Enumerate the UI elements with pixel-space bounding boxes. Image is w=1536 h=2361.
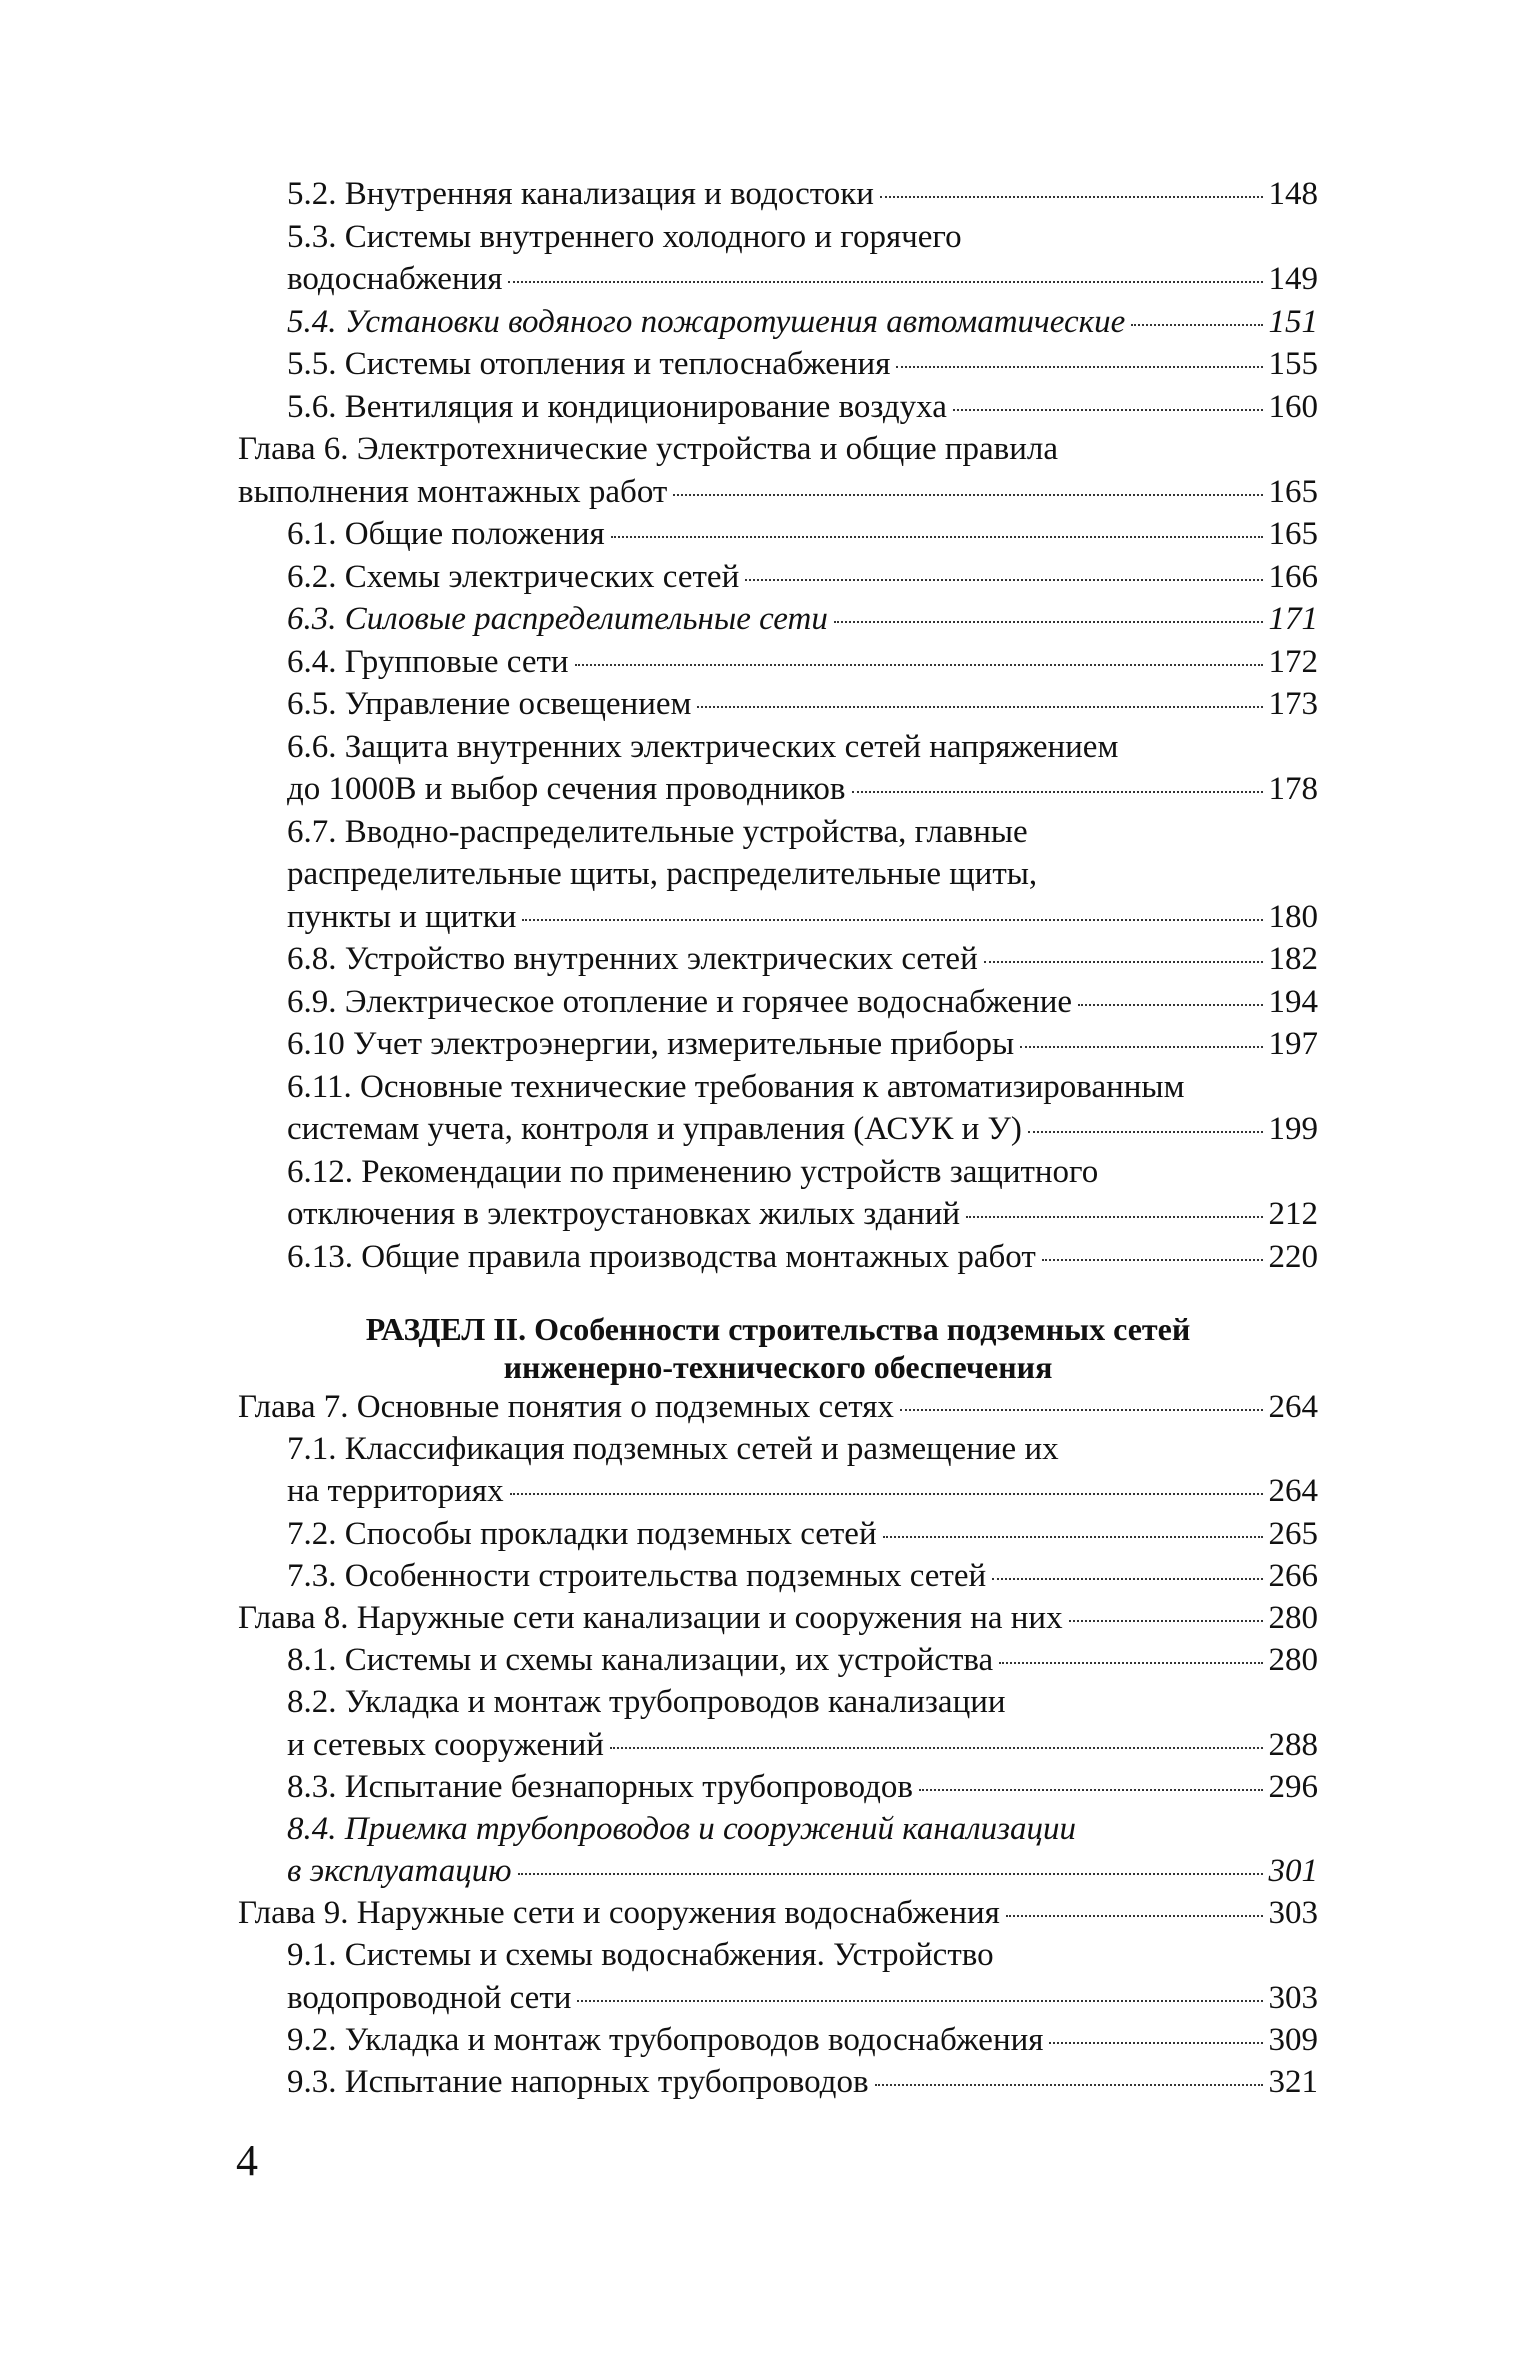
dot-leader	[883, 1536, 1263, 1538]
toc-page-number: 155	[1268, 346, 1318, 382]
toc-page-number: 303	[1268, 1895, 1318, 1932]
toc-section-entry	[0, 556, 1536, 599]
dot-leader	[745, 579, 1262, 581]
toc-section-entry	[0, 1513, 1536, 1555]
toc-page-number: 266	[1268, 1557, 1318, 1594]
toc-title: 6.6. Защита внутренних электрических сетей напряжением	[287, 728, 1119, 765]
toc-line	[287, 1151, 1318, 1194]
toc-part-one	[0, 173, 1536, 1278]
toc-page-number: 182	[1268, 941, 1318, 977]
toc-page-number: 321	[1268, 2064, 1318, 2100]
toc-line	[287, 683, 1318, 726]
toc-page-number: 149	[1268, 261, 1318, 297]
toc-page-number: 172	[1268, 643, 1318, 680]
dot-leader	[919, 1789, 1263, 1791]
toc-line	[287, 258, 1318, 301]
toc-title: 5.5. Системы отопления и теплоснабжения	[287, 346, 891, 382]
toc-line	[287, 768, 1318, 811]
toc-line	[287, 1934, 1318, 1976]
toc-line	[287, 1428, 1318, 1470]
toc-title: 5.3. Системы внутреннего холодного и горячего	[287, 218, 962, 255]
toc-title: в эксплуатацию	[287, 1853, 512, 1890]
toc-section-entry	[0, 683, 1536, 726]
toc-page-number: 171	[1268, 601, 1318, 637]
toc-page-number: 151	[1268, 303, 1318, 340]
toc-section-entry	[0, 1023, 1536, 1066]
section-heading-line: инженерно-технического обеспечения	[503, 1349, 1053, 1385]
toc-line	[287, 1977, 1318, 2019]
toc-title: 8.2. Укладка и монтаж трубопроводов канализации	[287, 1684, 1006, 1721]
dot-leader	[518, 1873, 1263, 1875]
toc-section-entry	[0, 1934, 1536, 2018]
toc-page-number: 265	[1268, 1515, 1318, 1552]
dot-leader	[900, 1409, 1263, 1411]
toc-line	[287, 981, 1318, 1024]
toc-section-entry	[0, 1428, 1536, 1512]
toc-title: 6.3. Силовые распределительные сети	[287, 601, 828, 637]
toc-line	[287, 598, 1318, 641]
toc-part-two	[0, 1310, 1536, 2103]
toc-section-entry	[0, 1236, 1536, 1279]
dot-leader	[992, 1578, 1262, 1580]
dot-leader	[522, 919, 1262, 921]
dot-leader	[896, 366, 1262, 368]
toc-line	[287, 1850, 1318, 1892]
toc-title: 7.3. Особенности строительства подземных сетей	[287, 1557, 987, 1594]
toc-title: Глава 6. Электротехнические устройства и общие правила	[238, 431, 1059, 467]
dot-leader	[1078, 1004, 1262, 1006]
dot-leader	[610, 1747, 1263, 1749]
dot-leader	[852, 791, 1263, 793]
dot-leader	[1028, 1131, 1263, 1133]
toc-section-entry	[0, 301, 1536, 344]
dot-leader	[577, 2000, 1262, 2002]
dot-leader	[880, 196, 1263, 198]
dot-leader	[834, 621, 1263, 623]
dot-leader	[510, 1493, 1263, 1495]
toc-line	[287, 1513, 1318, 1555]
toc-title: Глава 7. Основные понятия о подземных сетях	[238, 1389, 894, 1425]
toc-title: Глава 8. Наружные сети канализации и сооружения на них	[238, 1599, 1063, 1636]
section-heading-line: РАЗДЕЛ II. Особенности строительства подземных сетей	[365, 1311, 1191, 1347]
toc-page-number: 264	[1268, 1473, 1318, 1510]
toc-chapter-entry	[0, 428, 1536, 513]
toc-section-entry	[0, 1151, 1536, 1236]
dot-leader	[697, 706, 1262, 708]
toc-section-entry	[0, 216, 1536, 301]
toc-line	[287, 301, 1318, 344]
toc-page-number: 199	[1268, 1111, 1318, 1147]
toc-line	[287, 386, 1318, 429]
toc-line	[287, 1066, 1318, 1109]
toc-page-number: 301	[1268, 1853, 1318, 1890]
dot-leader	[1069, 1620, 1263, 1622]
toc-title: 6.10 Учет электроэнергии, измерительные приборы	[287, 1026, 1015, 1062]
dot-leader	[1020, 1046, 1262, 1048]
toc-page-number: 160	[1268, 388, 1318, 425]
toc-line	[287, 1639, 1318, 1681]
toc-page-number: 309	[1268, 2021, 1318, 2058]
toc-title: 9.1. Системы и схемы водоснабжения. Устройство	[287, 1937, 994, 1974]
toc-title: 7.2. Способы прокладки подземных сетей	[287, 1515, 877, 1552]
toc-page-number: 165	[1268, 516, 1318, 552]
toc-page-number: 165	[1268, 473, 1318, 510]
toc-title: 6.12. Рекомендации по применению устройств защитного	[287, 1153, 1099, 1190]
toc-page-number: 288	[1268, 1726, 1318, 1763]
toc-title: и сетевых сооружений	[287, 1726, 604, 1763]
toc-line	[238, 471, 1318, 514]
toc-chapter-entry	[0, 1386, 1536, 1428]
toc-section-entry	[0, 2061, 1536, 2103]
toc-page-number: 220	[1268, 1238, 1318, 1275]
toc-line	[238, 428, 1318, 471]
toc-title: Глава 9. Наружные сети и сооружения водоснабжения	[238, 1895, 1000, 1932]
toc-page-number: 197	[1268, 1026, 1318, 1062]
toc-line	[287, 1193, 1318, 1236]
section-heading	[238, 1310, 1318, 1386]
toc-chapter-entry	[0, 1597, 1536, 1639]
toc-page-number: 212	[1268, 1196, 1318, 1232]
dot-leader	[875, 2084, 1263, 2086]
toc-line	[287, 641, 1318, 684]
toc-page-number: 166	[1268, 558, 1318, 595]
toc-section-entry	[0, 811, 1536, 939]
toc-page-number: 148	[1268, 176, 1318, 212]
dot-leader	[953, 409, 1263, 411]
toc-line	[287, 1808, 1318, 1850]
toc-line	[287, 1766, 1318, 1808]
toc-section-entry	[0, 2019, 1536, 2061]
toc-section-entry	[0, 386, 1536, 429]
toc-line	[287, 2061, 1318, 2103]
toc-line	[287, 1724, 1318, 1766]
page-number: 4	[236, 2136, 258, 2185]
toc-line	[287, 1555, 1318, 1597]
dot-leader	[1006, 1915, 1263, 1917]
toc-section-entry	[0, 1066, 1536, 1151]
toc-section-entry	[0, 1639, 1536, 1681]
dot-leader	[575, 664, 1263, 666]
toc-title: 6.13. Общие правила производства монтажных работ	[287, 1238, 1036, 1275]
toc-page-number: 280	[1268, 1642, 1318, 1679]
toc-section-entry	[0, 173, 1536, 216]
toc-line	[287, 2019, 1318, 2061]
toc-title: до 1000В и выбор сечения проводников	[287, 771, 846, 807]
toc-title: пункты и щитки	[287, 898, 517, 935]
toc-title: 8.1. Системы и схемы канализации, их устройства	[287, 1642, 994, 1679]
toc-page-number: 173	[1268, 686, 1318, 722]
toc-line	[287, 216, 1318, 259]
toc-section-entry	[0, 938, 1536, 981]
toc-title: водопроводной сети	[287, 1979, 572, 2016]
toc-title: выполнения монтажных работ	[238, 473, 668, 510]
toc-title: водоснабжения	[287, 261, 503, 297]
toc-line	[287, 513, 1318, 556]
toc-line	[287, 938, 1318, 981]
dot-leader	[1042, 1259, 1263, 1261]
toc-page-number: 194	[1268, 983, 1318, 1020]
toc-line	[287, 896, 1318, 939]
toc-title: 6.4. Групповые сети	[287, 643, 569, 680]
toc-line	[287, 556, 1318, 599]
toc-title: 6.9. Электрическое отопление и горячее водоснабжение	[287, 983, 1073, 1020]
toc-line	[287, 173, 1318, 216]
dot-leader	[1049, 2042, 1262, 2044]
dot-leader	[984, 961, 1263, 963]
toc-title: 9.3. Испытание напорных трубопроводов	[287, 2064, 869, 2100]
toc-line	[287, 853, 1318, 896]
toc-line	[287, 1023, 1318, 1066]
dot-leader	[1131, 324, 1262, 326]
toc-page-number: 178	[1268, 771, 1318, 807]
toc-title: 7.1. Классификация подземных сетей и размещение их	[287, 1431, 1059, 1468]
toc-title: на территориях	[287, 1473, 504, 1510]
toc-page-number: 180	[1268, 898, 1318, 935]
toc-section-entry	[0, 981, 1536, 1024]
toc-line	[287, 811, 1318, 854]
toc-line	[287, 343, 1318, 386]
toc-page-number: 303	[1268, 1979, 1318, 2016]
toc-page-number: 296	[1268, 1768, 1318, 1805]
toc-title: 6.2. Схемы электрических сетей	[287, 558, 740, 595]
dot-leader	[966, 1216, 1262, 1218]
toc-title: 9.2. Укладка и монтаж трубопроводов водоснабжения	[287, 2021, 1044, 2058]
toc-section-entry	[0, 1555, 1536, 1597]
toc-title: распределительные щиты, распределительные щиты,	[287, 856, 1038, 892]
toc-title: 6.11. Основные технические требования к автоматизированным	[287, 1068, 1185, 1105]
toc-section-entry	[0, 598, 1536, 641]
toc-section-entry	[0, 1766, 1536, 1808]
toc-section-entry	[0, 343, 1536, 386]
toc-title: отключения в электроустановках жилых зданий	[287, 1196, 961, 1232]
toc-section-entry	[0, 513, 1536, 556]
toc-line	[238, 1892, 1318, 1934]
toc-title: 6.5. Управление освещением	[287, 686, 692, 722]
toc-chapter-entry	[0, 1892, 1536, 1934]
dot-leader	[611, 536, 1263, 538]
dot-leader	[999, 1662, 1262, 1664]
toc-title: 6.7. Вводно-распределительные устройства, главные	[287, 813, 1028, 850]
toc-line	[287, 1470, 1318, 1512]
toc-section-entry	[0, 726, 1536, 811]
toc-line	[287, 1681, 1318, 1723]
dot-leader	[673, 494, 1262, 496]
toc-title: системам учета, контроля и управления (АСУК и У)	[287, 1111, 1022, 1147]
dot-leader	[508, 281, 1262, 283]
toc-section-entry	[0, 1681, 1536, 1765]
toc-title: 8.3. Испытание безнапорных трубопроводов	[287, 1768, 913, 1805]
toc-line	[238, 1597, 1318, 1639]
toc-title: 6.8. Устройство внутренних электрических сетей	[287, 941, 978, 977]
toc-title: 5.4. Установки водяного пожаротушения автоматические	[287, 303, 1126, 340]
toc-part-two-entries	[0, 1386, 1536, 2103]
toc-title: 5.2. Внутренняя канализация и водостоки	[287, 176, 874, 212]
toc-title: 8.4. Приемка трубопроводов и сооружений канализации	[287, 1810, 1077, 1847]
toc-line	[287, 1108, 1318, 1151]
toc-page-number: 280	[1268, 1599, 1318, 1636]
toc-page-number: 264	[1268, 1389, 1318, 1425]
toc-title: 6.1. Общие положения	[287, 516, 605, 552]
toc-line	[238, 1386, 1318, 1428]
toc-section-entry	[0, 641, 1536, 684]
toc-section-entry	[0, 1808, 1536, 1892]
toc-line	[287, 1236, 1318, 1279]
toc-title: 5.6. Вентиляция и кондиционирование воздуха	[287, 388, 947, 425]
toc-line	[287, 726, 1318, 769]
